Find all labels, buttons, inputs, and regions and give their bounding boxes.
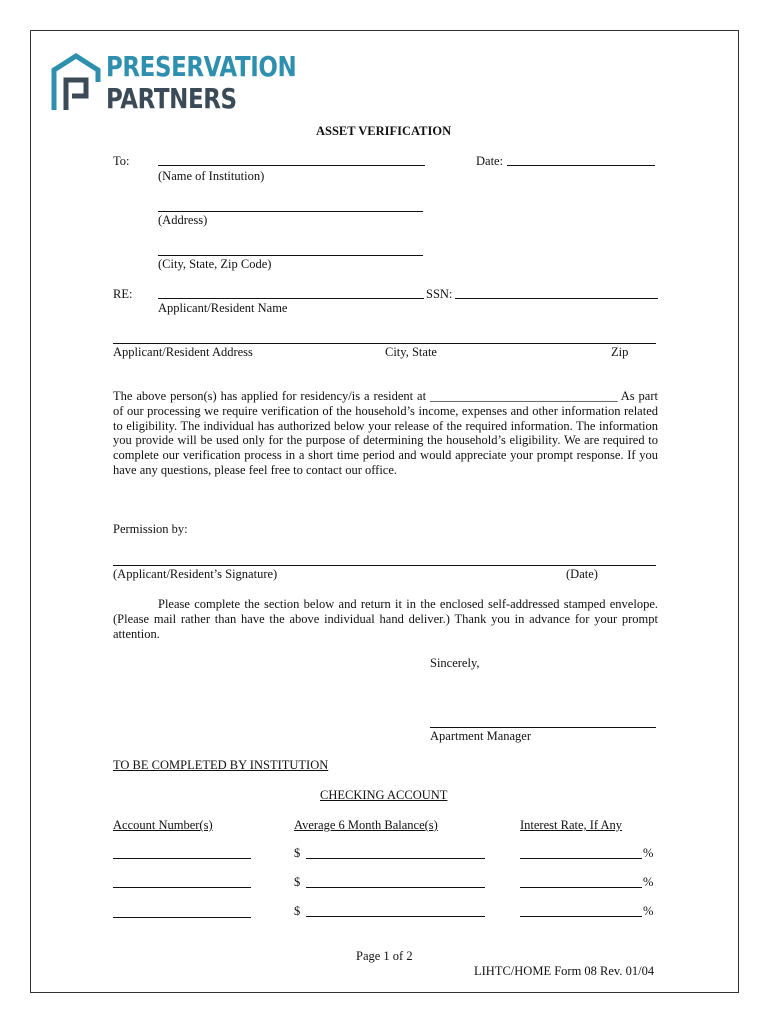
currency-symbol: $: [294, 875, 301, 889]
institution-caption: (Name of Institution): [158, 169, 265, 183]
page-number: Page 1 of 2: [356, 949, 413, 963]
balance-field-3[interactable]: [306, 916, 485, 917]
account-number-field-1[interactable]: [113, 858, 251, 859]
ssn-field[interactable]: [455, 298, 658, 299]
body-paragraph: The above person(s) has applied for residency/is a resident at ______________________________ As part of our processing we require verification of the household’s income, expenses and other information related to eligibility. The individual has authorized below your release of the required information. The information you provide will be used only for the purpose of determining the household’s eligibility. We are required to complete our verification process in a short time period and would appreciate your prompt response. If you have any questions, please feel free to contact our office.: [113, 389, 658, 477]
institution-heading: TO BE COMPLETED BY INSTITUTION: [113, 758, 329, 772]
interest-field-2[interactable]: [520, 887, 642, 888]
column-interest-rate: Interest Rate, If Any: [520, 818, 623, 832]
percent-symbol: %: [643, 875, 654, 889]
address-field[interactable]: [158, 211, 423, 212]
permission-label: Permission by:: [113, 522, 188, 536]
signature-field[interactable]: [113, 565, 656, 566]
re-label: RE:: [113, 287, 133, 301]
manager-signature-field[interactable]: [430, 727, 656, 728]
currency-symbol: $: [294, 904, 301, 918]
date-label: Date:: [476, 154, 504, 168]
logo-line2: PARTNERS: [106, 82, 237, 115]
page-title: ASSET VERIFICATION: [316, 124, 452, 138]
logo-line1: PRESERVATION: [106, 50, 297, 83]
city-state-caption: City, State: [385, 345, 437, 359]
manager-caption: Apartment Manager: [430, 729, 532, 743]
city-caption: (City, State, Zip Code): [158, 257, 272, 271]
institution-name-field[interactable]: [158, 165, 425, 166]
balance-field-1[interactable]: [306, 858, 485, 859]
request-paragraph: Please complete the section below and return it in the enclosed self-addressed stamped envelope. (Please mail rather than have the above individual hand deliver.) Thank you in advance for your prompt attention.: [113, 597, 658, 641]
account-number-field-3[interactable]: [113, 917, 251, 918]
interest-field-1[interactable]: [520, 858, 642, 859]
applicant-name-caption: Applicant/Resident Name: [158, 301, 288, 315]
form-id: LIHTC/HOME Form 08 Rev. 01/04: [474, 964, 655, 978]
column-account-number: Account Number(s): [113, 818, 213, 832]
date-field[interactable]: [507, 165, 655, 166]
balance-field-2[interactable]: [306, 887, 485, 888]
address-caption: (Address): [158, 213, 208, 227]
ssn-label: SSN:: [426, 287, 453, 301]
signature-caption: (Applicant/Resident’s Signature): [113, 567, 278, 581]
applicant-name-field[interactable]: [158, 298, 424, 299]
currency-symbol: $: [294, 846, 301, 860]
column-average-balance: Average 6 Month Balance(s): [294, 818, 438, 832]
to-label: To:: [113, 154, 130, 168]
applicant-address-field[interactable]: [113, 343, 656, 344]
interest-field-3[interactable]: [520, 916, 642, 917]
house-logo-icon: [50, 52, 102, 112]
city-state-zip-field[interactable]: [158, 255, 423, 256]
zip-caption: Zip: [611, 345, 629, 359]
account-number-field-2[interactable]: [113, 887, 251, 888]
applicant-address-caption: Applicant/Resident Address: [113, 345, 253, 359]
sincerely-text: Sincerely,: [430, 656, 480, 670]
percent-symbol: %: [643, 904, 654, 918]
checking-account-heading: CHECKING ACCOUNT: [320, 788, 448, 802]
page-border: [30, 30, 739, 993]
percent-symbol: %: [643, 846, 654, 860]
signature-date-caption: (Date): [566, 567, 598, 581]
